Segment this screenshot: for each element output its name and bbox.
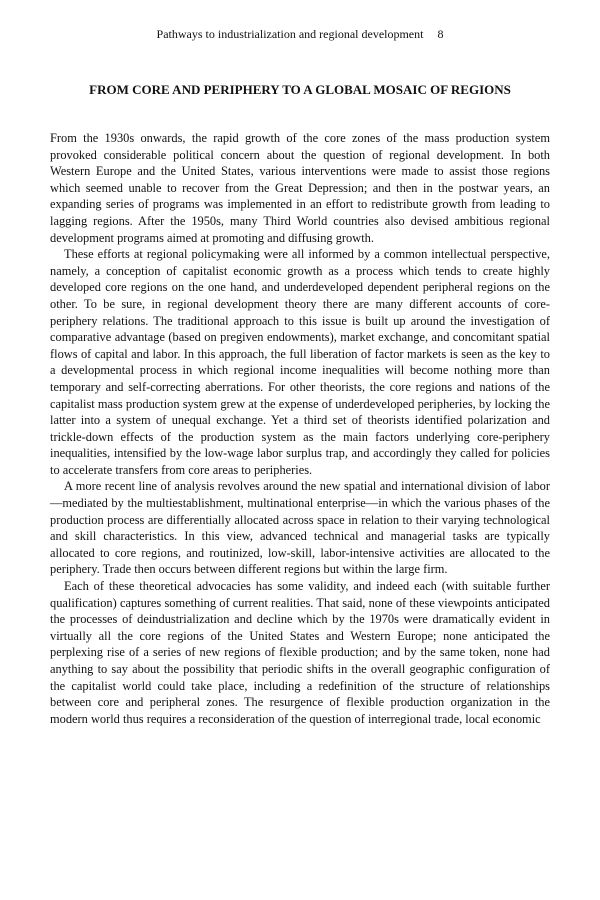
running-header-title: Pathways to industrialization and regional development [156, 27, 424, 41]
body-paragraph: These efforts at regional policymaking were all informed by a common intellectual perspective, namely, a conception of capitalist economic growth as a process which tends to create highly developed core regions on the one hand, and underdeveloped dependent peripheral regions on the other. To be sure, in regional development theory there are many different accounts of core-periphery relations. The traditional approach to this issue is built up around the investigation of comparative advantage (based on pregiven endowments), market exchange, and concomitant spatial flows of capital and labor. In this approach, the full liberation of factor markets is seen as the key to a developmental process in which regional income inequalities will become nothing more than temporary and self-correcting aberrations. For other theorists, the core regions and nations of the capitalist mass production system grew at the expense of underdeveloped peripheries, by locking the latter into a system of unequal exchange. Yet a third set of theorists identified polarization and trickle-down effects of the production system as the main factors underlying core-periphery inequalities, intensified by the low-wage labor surplus trap, and accordingly they called for policies to accelerate transfers from core areas to peripheries. [50, 247, 550, 477]
body-paragraph: A more recent line of analysis revolves around the new spatial and international division of labor—mediated by the multiestablishment, multinational enterprise—in which the various phases of the production process are differentially allocated across space in relation to their varying technological and skill characteristics. In this view, advanced technical and managerial tasks are typically allocated to core regions, and routinized, low-skill, labor-intensive activities are allocated to the periphery. Trade then occurs between different regions but within the large firm. [50, 479, 550, 577]
running-header [0, 26, 600, 42]
body-paragraph: Each of these theoretical advocacies has some validity, and indeed each (with suitable further qualification) captures something of current realities. That said, none of these viewpoints anticipated the processes of deindustrialization and decline which by the 1970s were dramatically evident in virtually all the core regions of the United States and Western Europe; none anticipated the perplexing rise of a series of new regions of flexible production; and by the same token, none had anything to say about the possibility that periodic shifts in the overall geographic configuration of the capitalist world could take place, including a redefinition of the structure of relationships between core and peripheral zones. The resurgence of flexible production organization in the modern world thus requires a reconsideration of the question of interregional trade, local economic [50, 579, 550, 726]
body-paragraph: From the 1930s onwards, the rapid growth of the core zones of the mass production system provoked considerable political concern about the question of regional development. In both Western Europe and the United States, various interventions were made to assist those regions which seemed unable to recover from the Great Depression; and then in the postwar years, an expanding series of programs was implemented in an effort to redistribute growth from leading to lagging regions. After the 1950s, many Third World countries also devised ambitious regional development programs aimed at promoting and diffusing growth. [50, 131, 550, 245]
chapter-title: FROM CORE AND PERIPHERY TO A GLOBAL MOSAIC OF REGIONS [89, 82, 511, 97]
body-text [50, 130, 550, 727]
page-number: 8 [437, 27, 444, 41]
